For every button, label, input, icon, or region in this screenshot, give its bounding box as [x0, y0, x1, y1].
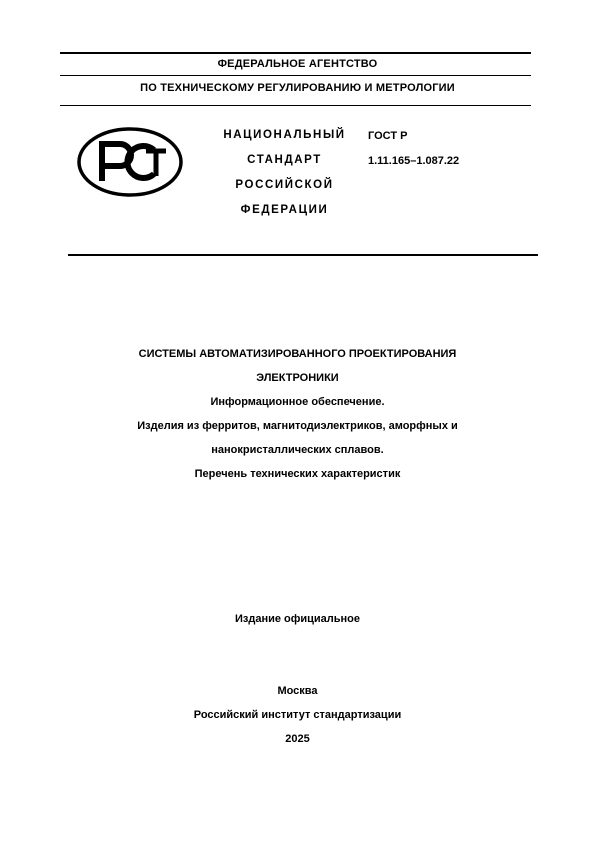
gost-number: 1.11.165–1.087.22 — [368, 155, 460, 167]
standard-type-line-4: ФЕДЕРАЦИИ — [240, 204, 329, 216]
standard-type-line-3: РОССИЙСКОЙ — [235, 179, 334, 191]
gost-prefix: ГОСТ Р — [368, 130, 408, 142]
publication-year: 2025 — [285, 733, 310, 745]
header-bottom-rule — [68, 254, 538, 256]
publisher-institute: Российский институт стандартизации — [193, 709, 402, 721]
title-line-6: Перечень технических характеристик — [194, 468, 401, 480]
title-line-3: Информационное обеспечение. — [210, 396, 385, 408]
top-rule — [60, 52, 531, 54]
publisher-city: Москва — [277, 685, 318, 697]
agency-bottom-rule — [60, 105, 531, 106]
title-line-2: ЭЛЕКТРОНИКИ — [256, 372, 339, 384]
title-line-4: Изделия из ферритов, магнитодиэлектриков, аморфных и — [137, 420, 458, 432]
title-line-5: нанокристаллических сплавов. — [211, 444, 384, 456]
agency-name-line-1: ФЕДЕРАЛЬНОЕ АГЕНТСТВО — [217, 58, 378, 70]
standard-type-line-2: СТАНДАРТ — [247, 154, 322, 166]
title-line-1: СИСТЕМЫ АВТОМАТИЗИРОВАННОГО ПРОЕКТИРОВАНИЯ — [138, 348, 457, 360]
agency-divider — [60, 75, 531, 76]
edition-label: Издание официальное — [234, 613, 361, 625]
standard-type-line-1: НАЦИОНАЛЬНЫЙ — [223, 129, 346, 141]
agency-name-line-2: ПО ТЕХНИЧЕСКОМУ РЕГУЛИРОВАНИЮ И МЕТРОЛОГИИ — [140, 82, 455, 94]
gost-r-emblem-icon — [76, 126, 184, 198]
